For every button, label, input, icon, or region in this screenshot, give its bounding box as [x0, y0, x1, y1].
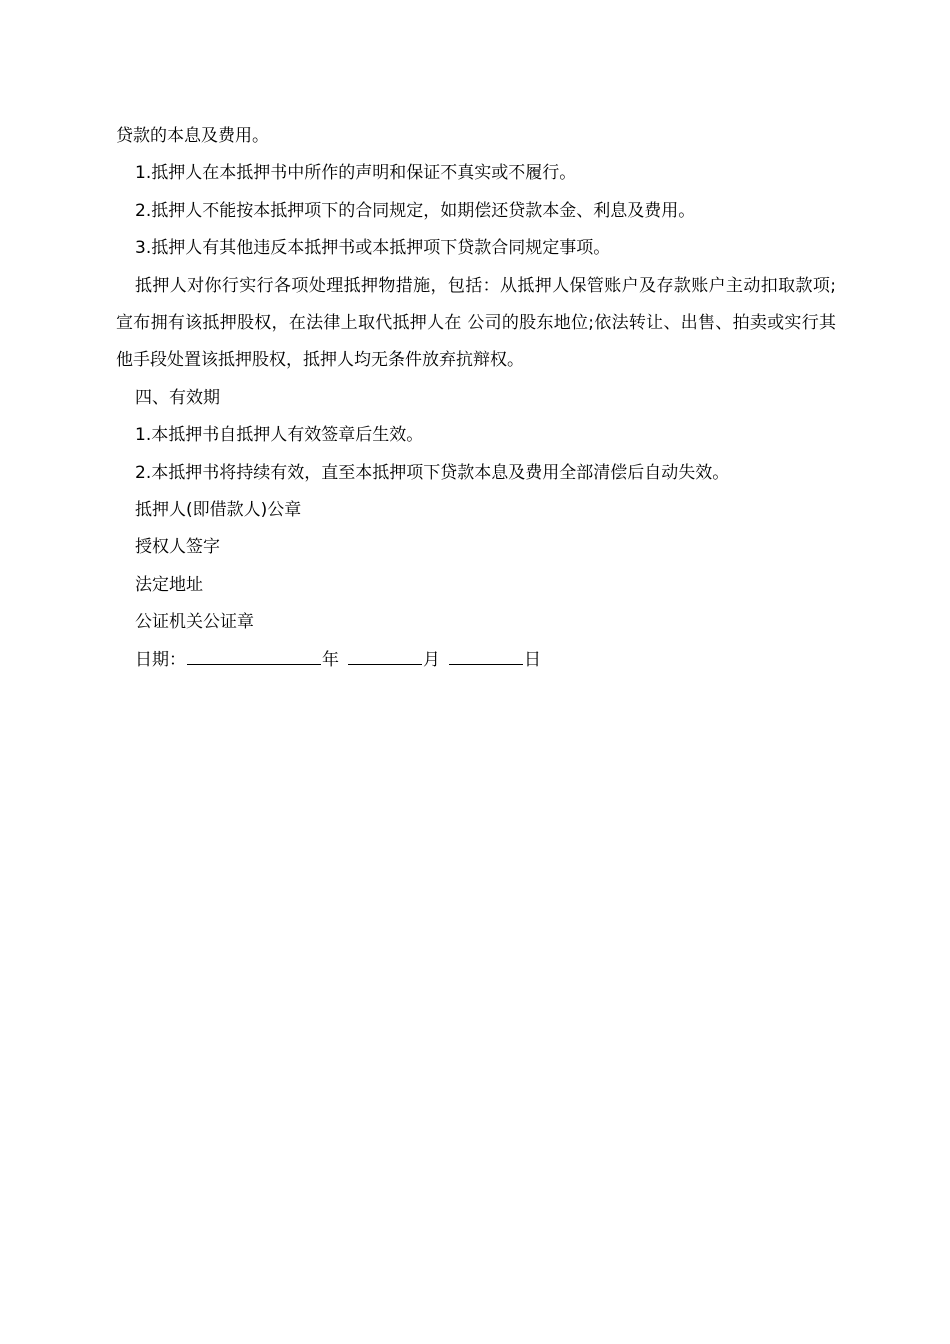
- day-blank[interactable]: [449, 644, 523, 665]
- year-label: 年: [322, 649, 339, 670]
- day-label: 日: [524, 649, 541, 670]
- validity-item-1: 1.本抵押书自抵押人有效签章后生效。: [135, 425, 424, 446]
- month-blank[interactable]: [348, 644, 422, 665]
- authorized-signature-label: 授权人签字: [135, 537, 220, 558]
- clause-item-2: 2.抵押人不能按本抵押项下的合同规定，如期偿还贷款本金、利息及费用。: [135, 200, 696, 221]
- continuation-line: 贷款的本息及费用。: [116, 126, 269, 146]
- notary-seal-label: 公证机关公证章: [135, 612, 254, 633]
- disposal-paragraph: 抵押人对你行实行各项处理抵押物措施，包括：从抵押人保管账户及存款账户主动扣取款项;宣布拥有该抵押股权，在法律上取代抵押人在 公司的股东地位;依法转让、出售、拍卖或实行其他手段处置该抵押股权，抵押人均无条件放弃抗辩权。: [116, 275, 836, 371]
- clause-item-1: 1.抵押人在本抵押书中所作的声明和保证不真实或不履行。: [135, 163, 577, 184]
- date-line: [116, 642, 836, 679]
- year-blank[interactable]: [187, 644, 321, 665]
- clause-item-3: 3.抵押人有其他违反本抵押书或本抵押项下贷款合同规定事项。: [135, 238, 611, 259]
- legal-address-label: 法定地址: [135, 574, 203, 595]
- section-heading-validity: 四、有效期: [135, 387, 220, 408]
- document-body: [116, 118, 836, 679]
- mortgagor-seal-label: 抵押人(即借款人)公章: [135, 499, 302, 520]
- month-label: 月: [423, 649, 440, 670]
- date-label: 日期：: [135, 649, 186, 670]
- validity-item-2: 2.本抵押书将持续有效，直至本抵押项下贷款本息及费用全部清偿后自动失效。: [135, 462, 730, 483]
